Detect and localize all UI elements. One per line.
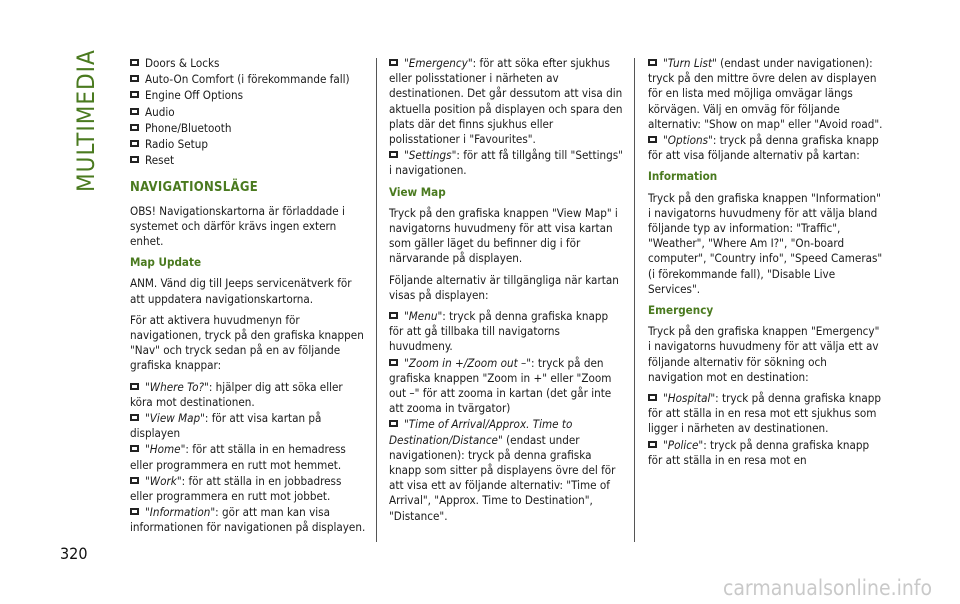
square-bullet-icon (130, 91, 141, 99)
column-2 (389, 56, 625, 525)
settings-list (130, 56, 366, 168)
square-bullet-icon (130, 59, 141, 67)
option-list (130, 380, 366, 536)
paragraph: Tryck på den grafiska knappen "View Map" i navigatorns huvudmeny för att visa kartan som gäller läget du befinner dig i för närvarande på displayen. (389, 205, 618, 266)
section-heading: NAVIGATIONSLÄGE (130, 180, 259, 196)
square-bullet-icon (130, 477, 141, 485)
list-item: "View Map": för att visa kartan på displayen (130, 411, 322, 441)
column-divider (376, 58, 377, 542)
subheading: Information (648, 169, 718, 184)
list-item: Audio (130, 105, 366, 120)
paragraph: Tryck på den grafiska knappen "Emergency" i navigatorns huvudmeny för att välja ett av följande alternativ för sökning och navigation mot en destination: (648, 324, 880, 384)
list-item: Engine Off Options (130, 88, 366, 103)
square-bullet-icon (648, 394, 659, 402)
paragraph: ANM. Vänd dig till Jeeps servicenätverk för att uppdatera navigationskartorna. (130, 276, 352, 306)
list-item: "Hospital": tryck på denna grafiska knapp för att ställa in en resa mot ett sjukhus som ligger i närheten av destinationen. (648, 391, 882, 436)
list-item: "Options": tryck på denna grafiska knapp för att visa följande alternativ på kartan: (648, 133, 879, 163)
list-item: "Where To?": hjälper dig att söka eller köra mot destinationen. (130, 379, 343, 409)
list-item: "Zoom in +/Zoom out –": tryck på den grafiska knappen "Zoom in +" eller "Zoom out –" för att zooma in kartan (det går inte att zooma in tvärgator) (389, 355, 612, 416)
square-bullet-icon (130, 140, 141, 148)
list-item: "Home": för att ställa in en hemadress eller programmera en rutt mot hemmet. (130, 442, 346, 472)
square-bullet-icon (648, 136, 659, 144)
square-bullet-icon (130, 108, 141, 116)
list-item: "Information": gör att man kan visa informationen för navigationen på displayen. (130, 505, 366, 535)
list-item: "Emergency": för att söka efter sjukhus eller polisstationer i närheten av destinationen. Det går dessutom att visa din aktuella position på displayen och spara den plats där det finns sjukhus eller polisstationer i "Favourites". (389, 56, 623, 147)
subheading: Map Update (130, 255, 202, 270)
column-1 (130, 56, 366, 537)
list-item: Doors & Locks (130, 56, 366, 71)
list-item: "Turn List" (endast under navigationen): tryck på den mittre övre delen av displayen för en lista med möjliga omvägar längs körvägen. Välj en omväg för följande alternativ: "Show on map" eller "Avoid road". (648, 56, 883, 131)
square-bullet-icon (130, 156, 141, 164)
square-bullet-icon (648, 441, 659, 449)
list-item: "Work": för att ställa in en jobbadress eller programmera en rutt mot jobbet. (130, 473, 342, 504)
column-divider (634, 58, 635, 542)
list-item: "Police": tryck på denna grafiska knapp för att ställa in en resa mot en (648, 437, 870, 467)
paragraph: Tryck på den grafiska knappen "Information" i navigatorns huvudmeny för att välja bland följande typ av information: "Traffic", "Weather", "Where Am I?", "On-board computer", "Country info", "Speed Cameras" (i förekommande fall), "Disable Live Services". (648, 190, 883, 296)
list-item: "Time of Arrival/Approx. Time to Destination/Distance" (endast under navigationen): tryck på denna grafiska knapp som sitter på displayens övre del för att visa ett av följande alternativ: "Time of Arrival", "Approx. Time to Destination", "Distance". (389, 417, 616, 523)
option-list (648, 56, 884, 163)
list-item: Radio Setup (130, 137, 366, 152)
square-bullet-icon (389, 312, 400, 320)
option-list (389, 56, 625, 179)
subheading: View Map (389, 184, 446, 199)
square-bullet-icon (130, 508, 141, 516)
square-bullet-icon (389, 59, 400, 67)
list-item: Auto-On Comfort (i förekommande fall) (130, 72, 366, 87)
square-bullet-icon (389, 420, 400, 428)
square-bullet-icon (389, 151, 400, 159)
square-bullet-icon (130, 414, 141, 422)
square-bullet-icon (130, 445, 141, 453)
subheading: Emergency (648, 303, 714, 318)
paragraph: Följande alternativ är tillgängliga när kartan visas på displayen: (389, 272, 619, 302)
section-title (72, 49, 102, 192)
square-bullet-icon (130, 383, 141, 391)
square-bullet-icon (130, 75, 141, 83)
square-bullet-icon (648, 59, 659, 67)
paragraph: OBS! Navigationskartorna är förladdade i systemet och därför krävs ingen extern enhet. (130, 203, 345, 249)
list-item: Reset (130, 153, 366, 168)
paragraph: För att aktivera huvudmenyn för navigationen, tryck på den grafiska knappen "Nav" och tryck sedan på en av följande grafiska knappar: (130, 312, 364, 373)
list-item: "Settings": för att få tillgång till "Settings" i navigationen. (389, 148, 623, 178)
list-item: Phone/Bluetooth (130, 121, 366, 136)
option-list (648, 391, 884, 468)
column-3 (648, 56, 884, 469)
section-title-text: MULTIMEDIA (72, 49, 100, 192)
option-list (389, 309, 625, 524)
list-item: "Menu": tryck på denna grafiska knapp för att gå tillbaka till navigatorns huvudmeny. (389, 309, 609, 354)
square-bullet-icon (389, 359, 400, 367)
square-bullet-icon (130, 124, 141, 132)
page-number: 320 (60, 544, 88, 563)
watermark: carmanualsonline.info (722, 576, 932, 600)
